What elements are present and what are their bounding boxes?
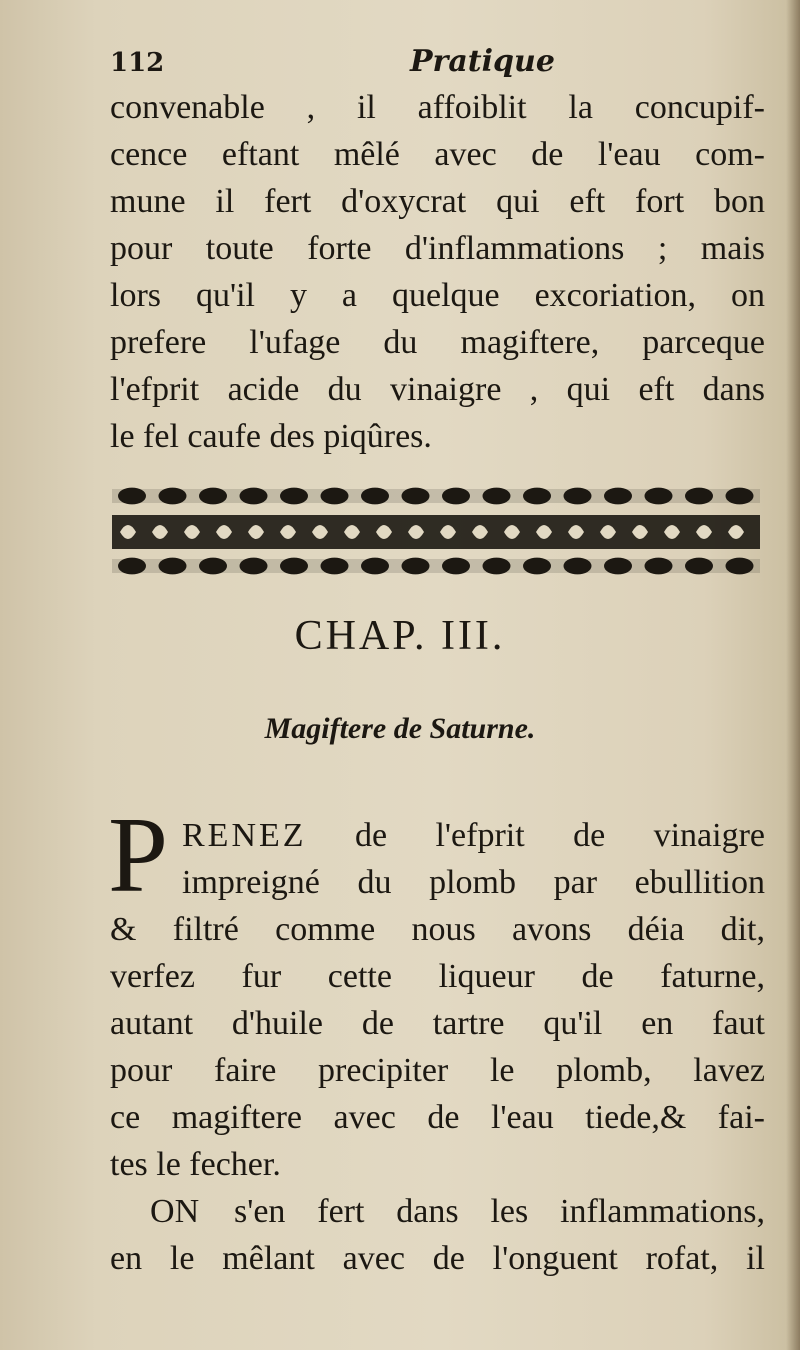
page-edge-shadow — [786, 0, 800, 1350]
text-line: autant d'huile de tartre qu'il en faut — [110, 1005, 765, 1042]
text-line — [110, 1188, 765, 1235]
first-letter: O — [150, 1193, 175, 1230]
text-line: & filtré comme nous avons déia dit, — [110, 911, 765, 948]
text-line: en le mêlant avec de l'onguent rofat, il — [110, 1240, 765, 1277]
text-fragment: de l'efprit de vinaigre — [306, 817, 765, 854]
ornament-motif — [685, 558, 713, 575]
text-fragment: s'en fert dans les inflammations, — [202, 1193, 765, 1230]
ornament-motif — [199, 488, 227, 505]
ornament-motif — [159, 488, 187, 505]
paragraph-continued — [110, 84, 765, 460]
ornament-motif — [321, 488, 349, 505]
text-line: mune il fert d'oxycrat qui eft fort bon — [110, 183, 765, 220]
ornament-motif — [523, 488, 551, 505]
page-header — [110, 40, 760, 80]
ornament-motif — [645, 488, 673, 505]
text-line: cence eftant mêlé avec de l'eau com- — [110, 136, 765, 173]
text-line: verfez fur cette liqueur de faturne, — [110, 958, 765, 995]
ornament-motif — [523, 558, 551, 575]
text-line — [110, 812, 765, 859]
ornament-motif — [240, 558, 268, 575]
page-number: 112 — [110, 48, 165, 78]
text-line: lors qu'il y a quelque excoriation, on — [110, 277, 765, 314]
chapter-title: CHAP. III. — [294, 613, 506, 659]
text-line: pour faire precipiter le plomb, lavez — [110, 1052, 765, 1089]
ornament-motif — [564, 488, 592, 505]
ornament-motif — [442, 488, 470, 505]
ornament-motif — [240, 488, 268, 505]
ornament-motif — [726, 488, 754, 505]
chapter-subtitle: Magiftere de Saturne. — [264, 712, 536, 745]
first-word: RENEZ — [182, 817, 307, 854]
ornament-motif — [402, 488, 430, 505]
paragraph-recipe — [110, 812, 765, 1188]
ornament-motif — [321, 558, 349, 575]
ornament-motif — [604, 488, 632, 505]
ornament-motif — [280, 558, 308, 575]
text-line: prefere l'ufage du magiftere, parceque — [110, 324, 765, 361]
drop-cap: P — [108, 796, 169, 915]
text-line: pour toute forte d'inflammations ; mais — [110, 230, 765, 267]
ornament-motif — [726, 558, 754, 575]
ornament-motif — [159, 558, 187, 575]
ornament-motif — [361, 558, 389, 575]
ornament-motif — [402, 558, 430, 575]
text-line: l'efprit acide du vinaigre , qui eft dans — [110, 371, 765, 408]
ornament-motif — [199, 558, 227, 575]
ornament-motif — [483, 558, 511, 575]
paragraph-usage — [110, 1188, 765, 1282]
ornament-band — [112, 485, 760, 580]
text-line: ce magiftere avec de l'eau tiede,& fai- — [110, 1099, 765, 1136]
text-line: le fel caufe des piqûres. — [110, 418, 432, 455]
text-line: impreigné du plomb par ebullition — [182, 864, 765, 901]
text-line: convenable , il affoiblit la concupif- — [110, 89, 765, 126]
ornament-motif — [564, 558, 592, 575]
ornament-motif — [483, 488, 511, 505]
text-line: tes le fecher. — [110, 1146, 281, 1183]
ornament-motif — [361, 488, 389, 505]
first-word: N — [174, 1193, 203, 1230]
ornament-motif — [685, 488, 713, 505]
running-head: Pratique — [410, 44, 555, 79]
ornament-motif — [604, 558, 632, 575]
ornament-motif — [280, 488, 308, 505]
ornament-motif — [118, 558, 146, 575]
ornament-motif — [442, 558, 470, 575]
ornament-motif — [645, 558, 673, 575]
ornament-motif — [118, 488, 146, 505]
